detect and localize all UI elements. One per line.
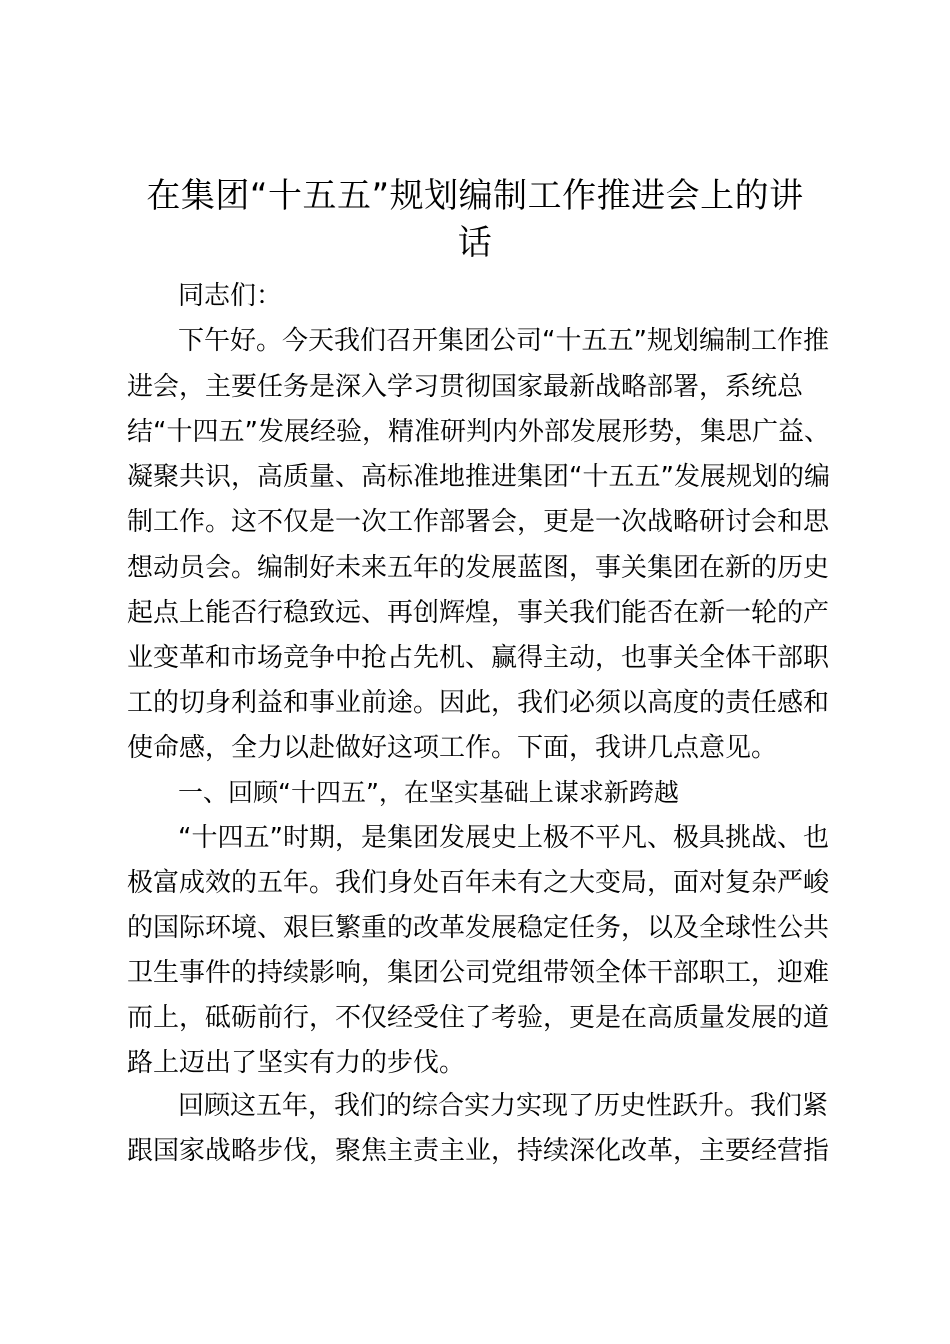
document-title-line-2: 话 [457,223,493,263]
paragraph-line: 下午好。今天我们召开集团公司“十五五”规划编制工作推 [178,326,829,356]
paragraph-line: 路上迈出了坚实有力的步伐。 [127,1048,466,1078]
paragraph-line: 想动员会。编制好未来五年的发展蓝图，事关集团在新的历史 [127,553,830,583]
paragraph-line: 结“十四五”发展经验，精准研判内外部发展形势，集思广益、 [127,417,830,447]
paragraph-line: 使命感，全力以赴做好这项工作。下面，我讲几点意见。 [127,733,778,763]
paragraph-line: 而上，砥砺前行，不仅经受住了考验，更是在高质量发展的道 [127,1003,830,1033]
paragraph-line: 回顾这五年，我们的综合实力实现了历史性跃升。我们紧 [178,1091,829,1121]
paragraph-line: 工的切身利益和事业前途。因此，我们必须以高度的责任感和 [127,688,830,718]
document-title-line-1: 在集团“十五五”规划编制工作推进会上的讲 [146,176,804,216]
paragraph-line: 的国际环境、艰巨繁重的改革发展稳定任务，以及全球性公共 [127,913,830,943]
paragraph-line: 起点上能否行稳致远、再创辉煌，事关我们能否在新一轮的产 [127,598,830,628]
paragraph-line: 极富成效的五年。我们身处百年未有之大变局，面对复杂严峻 [127,868,830,898]
paragraph-line: 进会，主要任务是深入学习贯彻国家最新战略部署，系统总 [127,372,804,402]
paragraph-line: 制工作。这不仅是一次工作部署会，更是一次战略研讨会和思 [127,507,830,537]
paragraph-line: “十四五”时期，是集团发展史上极不平凡、极具挑战、也 [178,823,829,853]
section-heading: 一、回顾“十四五”，在坚实基础上谋求新跨越 [178,778,679,807]
paragraph-line: 业变革和市场竞争中抢占先机、赢得主动，也事关全体干部职 [127,643,830,673]
paragraph-line: 凝聚共识，高质量、高标准地推进集团“十五五”发展规划的编 [127,462,830,492]
paragraph-line: 卫生事件的持续影响，集团公司党组带领全体干部职工，迎难 [127,958,830,988]
paragraph-line: 跟国家战略步伐，聚焦主责主业，持续深化改革，主要经营指 [127,1136,830,1166]
salutation: 同志们： [178,281,283,311]
